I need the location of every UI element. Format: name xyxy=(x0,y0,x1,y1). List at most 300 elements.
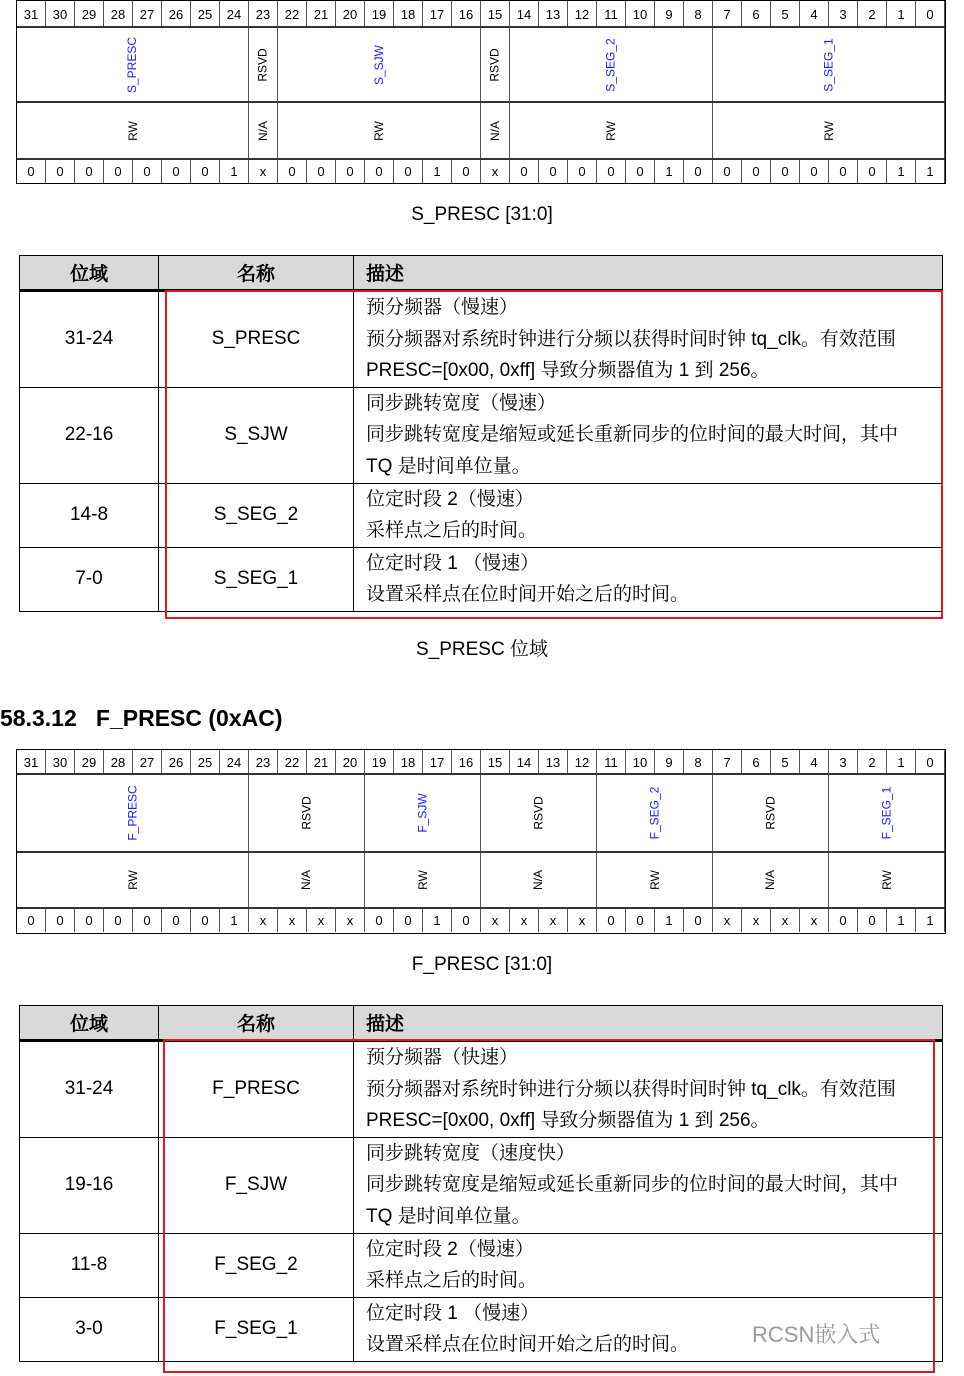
bits-cell: 7-0 xyxy=(20,547,159,611)
reset-value-text: 0 xyxy=(636,163,644,179)
reset-value xyxy=(220,908,249,932)
reset-value-text: 1 xyxy=(665,163,673,179)
section-title: 58.3.12 F_PRESC (0xAC) xyxy=(0,705,283,731)
desc-line: 同步跳转宽度（速度快） xyxy=(366,1142,576,1164)
bit-number: 9 xyxy=(655,1,684,27)
reset-value xyxy=(568,908,597,932)
bit-number: 29 xyxy=(75,1,104,27)
field-name xyxy=(17,774,249,852)
reset-value xyxy=(365,159,394,183)
table-header xyxy=(20,256,943,291)
highlight-box xyxy=(165,290,943,619)
desc-line: TQ 是时间单位量。 xyxy=(366,455,531,477)
reset-value xyxy=(655,159,684,183)
field-name xyxy=(597,774,713,852)
reset-value-text: 0 xyxy=(404,163,412,179)
reset-value xyxy=(249,908,278,932)
reset-value xyxy=(713,908,742,932)
reset-value xyxy=(916,159,945,183)
bit-number: 19 xyxy=(365,750,394,774)
reset-value xyxy=(684,159,713,183)
divider xyxy=(17,26,945,28)
field-name-text: S_SEG_2 xyxy=(604,37,618,92)
desc-line: 预分频器对系统时钟进行分频以获得时间时钟 tq_clk。有效范围 xyxy=(366,1078,896,1100)
bit-number: 31 xyxy=(17,750,46,774)
s-presc-register-diagram xyxy=(16,0,946,184)
reset-value xyxy=(46,159,75,183)
field-name xyxy=(249,27,278,102)
desc-line: PRESC=[0x00, 0xff] 导致分频器值为 1 到 256。 xyxy=(366,360,770,381)
bit-number: 24 xyxy=(220,1,249,27)
field-access-text: RW xyxy=(415,870,430,890)
reset-value-text: 0 xyxy=(172,163,180,179)
reset-value-text: 0 xyxy=(723,163,731,179)
divider xyxy=(17,851,945,853)
reset-value xyxy=(17,159,46,183)
bit-number: 24 xyxy=(220,750,249,774)
reset-value xyxy=(539,159,568,183)
name-cell: F_SJW xyxy=(159,1137,354,1233)
s-register-caption: S_PRESC [31:0] xyxy=(411,204,553,225)
desc-line: 采样点之后的时间。 xyxy=(366,520,538,541)
field-access-text: N/A xyxy=(255,120,270,141)
reset-value xyxy=(742,908,771,932)
reset-value xyxy=(568,159,597,183)
field-access xyxy=(17,102,249,159)
desc-line: 预分频器（快速） xyxy=(366,1047,519,1068)
reset-value xyxy=(452,159,481,183)
reset-value-text: 0 xyxy=(520,163,528,179)
reset-value-text: 0 xyxy=(56,163,64,179)
reset-value-text: 0 xyxy=(346,163,354,179)
reset-value xyxy=(278,908,307,932)
bits-cell: 3-0 xyxy=(20,1297,159,1361)
reset-value xyxy=(365,908,394,932)
desc-line: PRESC=[0x00, 0xff] 导致分频器值为 1 到 256。 xyxy=(366,1110,770,1131)
field-access xyxy=(249,852,365,908)
reset-value-text: 0 xyxy=(375,163,383,179)
header-bits: 位域 xyxy=(20,1006,159,1041)
bit-number: 8 xyxy=(684,750,713,774)
bit-number: 25 xyxy=(191,1,220,27)
field-name-text: RSVD xyxy=(763,796,778,830)
reset-value-text: 0 xyxy=(172,912,180,928)
reset-value-text: 0 xyxy=(114,912,122,928)
name-cell: F_SEG_1 xyxy=(159,1297,354,1361)
bit-number: 22 xyxy=(278,1,307,27)
field-access xyxy=(17,852,249,908)
name-cell: S_SEG_2 xyxy=(159,483,354,547)
header-desc: 描述 xyxy=(354,1006,943,1041)
reset-value xyxy=(133,159,162,183)
bit-number: 0 xyxy=(916,750,945,774)
field-name xyxy=(365,774,481,852)
reset-value xyxy=(104,908,133,932)
desc-line: 采样点之后的时间。 xyxy=(366,1270,538,1291)
field-access xyxy=(365,852,481,908)
field-access xyxy=(713,852,829,908)
desc-line: 同步跳转宽度（慢速） xyxy=(366,392,557,414)
desc-line: 设置采样点在位时间开始之后的时间。 xyxy=(366,1334,690,1355)
bit-number: 4 xyxy=(800,1,829,27)
reset-value xyxy=(133,908,162,932)
desc-line: 同步跳转宽度是缩短或延长重新同步的位时间的最大时间，其中 xyxy=(366,1174,899,1195)
bit-number: 6 xyxy=(742,1,771,27)
bit-number: 3 xyxy=(829,1,858,27)
reset-value xyxy=(800,908,829,932)
reset-value-text: 1 xyxy=(433,163,441,179)
bit-number: 16 xyxy=(452,1,481,27)
reset-value-text: x xyxy=(346,912,354,928)
reset-value xyxy=(858,159,887,183)
header-bits: 位域 xyxy=(20,256,159,291)
bit-number: 5 xyxy=(771,1,800,27)
name-cell: S_SEG_1 xyxy=(159,547,354,611)
bit-number: 21 xyxy=(307,750,336,774)
reset-value-text: 0 xyxy=(462,912,470,928)
reset-value xyxy=(626,159,655,183)
reset-value xyxy=(626,908,655,932)
field-access-text: RW xyxy=(647,870,662,890)
reset-value-text: 1 xyxy=(665,912,673,928)
bit-number: 18 xyxy=(394,1,423,27)
bit-number: 14 xyxy=(510,750,539,774)
reset-value-text: 0 xyxy=(288,163,296,179)
reset-value xyxy=(481,159,510,183)
reset-value-text: 0 xyxy=(607,912,615,928)
bit-number: 12 xyxy=(568,750,597,774)
reset-value xyxy=(423,908,452,932)
reset-value xyxy=(887,908,916,932)
bits-cell: 31-24 xyxy=(20,1041,159,1138)
bit-number: 20 xyxy=(336,1,365,27)
reset-value-text: 0 xyxy=(85,912,93,928)
reset-value-text: 0 xyxy=(201,163,209,179)
reset-value xyxy=(220,159,249,183)
reset-value-text: 0 xyxy=(27,912,35,928)
reset-value-text: 0 xyxy=(694,912,702,928)
f-presc-register-diagram xyxy=(16,749,946,934)
bit-number: 2 xyxy=(858,750,887,774)
reset-value-text: 1 xyxy=(230,163,238,179)
bit-number: 30 xyxy=(46,1,75,27)
reset-value-text: x xyxy=(723,912,731,928)
desc-line: 位定时段 1 （慢速） xyxy=(366,1302,540,1324)
watermark: RCSN嵌入式 xyxy=(752,1322,881,1347)
reset-value xyxy=(75,908,104,932)
header-name: 名称 xyxy=(159,256,354,291)
desc-line: 位定时段 2（慢速） xyxy=(366,488,534,510)
bit-number: 25 xyxy=(191,750,220,774)
reset-value xyxy=(829,908,858,932)
reset-value-text: x xyxy=(317,912,325,928)
bit-number: 28 xyxy=(104,750,133,774)
field-name xyxy=(249,774,365,852)
reset-value-text: 1 xyxy=(230,912,238,928)
reset-value-text: 0 xyxy=(143,912,151,928)
reset-value xyxy=(713,159,742,183)
bit-number: 18 xyxy=(394,750,423,774)
reset-value xyxy=(597,908,626,932)
field-name xyxy=(278,27,481,102)
reset-value xyxy=(307,159,336,183)
field-access xyxy=(510,102,713,159)
reset-value-text: x xyxy=(520,912,528,928)
bits-cell: 14-8 xyxy=(20,483,159,547)
header-desc: 描述 xyxy=(354,256,943,291)
reset-value-text: 0 xyxy=(607,163,615,179)
field-name-text: RSVD xyxy=(488,47,502,82)
reset-value-text: x xyxy=(810,912,818,928)
field-access-text: RW xyxy=(125,120,140,141)
bit-number: 27 xyxy=(133,750,162,774)
field-access-text: N/A xyxy=(487,120,502,141)
bit-number: 19 xyxy=(365,1,394,27)
bit-number: 21 xyxy=(307,1,336,27)
reset-value xyxy=(336,159,365,183)
bit-number: 0 xyxy=(916,1,945,27)
reset-value xyxy=(452,908,481,932)
reset-value xyxy=(742,159,771,183)
field-name-text: RSVD xyxy=(256,47,270,82)
bit-number: 13 xyxy=(539,1,568,27)
bits-cell: 22-16 xyxy=(20,387,159,483)
bit-number: 13 xyxy=(539,750,568,774)
bits-cell: 11-8 xyxy=(20,1233,159,1297)
field-name xyxy=(17,27,249,102)
bit-number: 3 xyxy=(829,750,858,774)
desc-line: 预分频器对系统时钟进行分频以获得时间时钟 tq_clk。有效范围 xyxy=(366,328,896,350)
reset-value-text: x xyxy=(259,163,267,179)
divider xyxy=(17,158,945,160)
bit-number: 15 xyxy=(481,750,510,774)
reset-value xyxy=(162,908,191,932)
bit-number: 29 xyxy=(75,750,104,774)
reset-value xyxy=(771,908,800,932)
field-name-text: F_SJW xyxy=(415,793,430,833)
bit-number: 11 xyxy=(597,750,626,774)
reset-value xyxy=(191,159,220,183)
desc-line: TQ 是时间单位量。 xyxy=(366,1205,531,1227)
bit-number: 26 xyxy=(162,1,191,27)
field-name-text: S_SEG_1 xyxy=(821,37,836,92)
bit-number: 11 xyxy=(597,1,626,27)
field-name-text: RSVD xyxy=(531,796,546,830)
bit-number: 7 xyxy=(713,750,742,774)
reset-value-text: 0 xyxy=(839,912,847,928)
reset-value xyxy=(162,159,191,183)
reset-value-text: 1 xyxy=(926,163,934,179)
bit-number: 10 xyxy=(626,750,655,774)
reset-value xyxy=(829,159,858,183)
table-header xyxy=(20,1006,943,1041)
reset-value-text: 1 xyxy=(433,912,441,928)
field-access xyxy=(481,102,510,159)
reset-value xyxy=(336,908,365,932)
reset-value-text: 0 xyxy=(810,163,818,179)
desc-line: 同步跳转宽度是缩短或延长重新同步的位时间的最大时间，其中 xyxy=(366,424,899,445)
reset-value xyxy=(17,908,46,932)
field-access-text: RW xyxy=(372,120,386,141)
reset-value-text: 0 xyxy=(549,163,557,179)
field-name-text: S_SJW xyxy=(371,44,386,85)
reset-value-text: 0 xyxy=(114,163,122,179)
bit-number: 17 xyxy=(423,750,452,774)
field-name-text: S_PRESC xyxy=(125,36,140,93)
reset-value xyxy=(539,908,568,932)
reset-value-text: 0 xyxy=(752,163,760,179)
field-access-text: RW xyxy=(821,120,836,141)
reset-value-text: x xyxy=(288,912,296,928)
field-name-text: F_SEG_2 xyxy=(647,786,662,840)
field-name-text: F_PRESC xyxy=(125,785,140,841)
field-name xyxy=(481,27,510,102)
bit-number: 23 xyxy=(249,750,278,774)
bit-number: 27 xyxy=(133,1,162,27)
s-table-caption: S_PRESC 位域 xyxy=(416,639,548,660)
reset-value xyxy=(278,159,307,183)
field-access-text: N/A xyxy=(763,869,778,891)
reset-value xyxy=(858,908,887,932)
reset-value xyxy=(800,159,829,183)
field-access xyxy=(713,102,945,159)
reset-value xyxy=(481,908,510,932)
field-name-text: F_SEG_1 xyxy=(879,786,894,840)
reset-value xyxy=(597,159,626,183)
divider xyxy=(17,907,945,909)
reset-value xyxy=(684,908,713,932)
bit-number: 2 xyxy=(858,1,887,27)
name-cell: F_PRESC xyxy=(159,1041,354,1138)
reset-value xyxy=(75,159,104,183)
reset-value-text: 1 xyxy=(897,912,905,928)
field-name xyxy=(481,774,597,852)
field-access xyxy=(278,102,481,159)
field-access xyxy=(249,102,278,159)
reset-value xyxy=(307,908,336,932)
name-cell: F_SEG_2 xyxy=(159,1233,354,1297)
bits-cell: 31-24 xyxy=(20,291,159,388)
divider xyxy=(17,773,945,775)
bit-number: 16 xyxy=(452,750,481,774)
field-access xyxy=(829,852,945,908)
divider xyxy=(17,101,945,103)
reset-value-text: 0 xyxy=(85,163,93,179)
reset-value xyxy=(423,159,452,183)
field-name xyxy=(713,774,829,852)
bit-number: 4 xyxy=(800,750,829,774)
reset-value-text: x xyxy=(491,912,499,928)
field-access-text: RW xyxy=(604,120,618,141)
bit-number: 23 xyxy=(249,1,278,27)
reset-value-text: 0 xyxy=(56,912,64,928)
desc-line: 设置采样点在位时间开始之后的时间。 xyxy=(366,584,690,605)
field-access xyxy=(481,852,597,908)
reset-value-text: 0 xyxy=(317,163,325,179)
bit-number: 5 xyxy=(771,750,800,774)
reset-value-text: 0 xyxy=(868,912,876,928)
bit-number: 26 xyxy=(162,750,191,774)
bit-number: 28 xyxy=(104,1,133,27)
reset-value xyxy=(510,159,539,183)
bit-number: 7 xyxy=(713,1,742,27)
bit-number: 20 xyxy=(336,750,365,774)
name-cell: S_PRESC xyxy=(159,291,354,388)
reset-value xyxy=(394,159,423,183)
desc-line: 预分频器（慢速） xyxy=(366,297,519,318)
reset-value-text: 0 xyxy=(375,912,383,928)
reset-value xyxy=(510,908,539,932)
reset-value-text: 1 xyxy=(926,912,934,928)
reset-value-text: 0 xyxy=(27,163,35,179)
field-access-text: N/A xyxy=(299,869,314,891)
field-name-text: RSVD xyxy=(299,796,314,830)
bit-number: 9 xyxy=(655,750,684,774)
bit-number: 10 xyxy=(626,1,655,27)
reset-value-text: 0 xyxy=(868,163,876,179)
reset-value-text: 0 xyxy=(839,163,847,179)
reset-value-text: x xyxy=(491,163,499,179)
field-name xyxy=(510,27,713,102)
reset-value-text: 0 xyxy=(781,163,789,179)
field-name xyxy=(829,774,945,852)
header-name: 名称 xyxy=(159,1006,354,1041)
reset-value xyxy=(104,159,133,183)
reset-value xyxy=(916,908,945,932)
field-access-text: RW xyxy=(879,870,894,890)
field-access xyxy=(597,852,713,908)
bit-number: 1 xyxy=(887,1,916,27)
bit-number: 22 xyxy=(278,750,307,774)
desc-line: 位定时段 1 （慢速） xyxy=(366,552,540,574)
field-access-text: N/A xyxy=(531,869,546,891)
reset-value-text: 0 xyxy=(201,912,209,928)
f-register-caption: F_PRESC [31:0] xyxy=(411,954,553,975)
reset-value xyxy=(394,908,423,932)
bit-number: 14 xyxy=(510,1,539,27)
reset-value-text: 0 xyxy=(404,912,412,928)
reset-value xyxy=(191,908,220,932)
reset-value xyxy=(771,159,800,183)
bit-number: 15 xyxy=(481,1,510,27)
reset-value-text: 0 xyxy=(636,912,644,928)
reset-value-text: 0 xyxy=(578,163,586,179)
bit-number: 8 xyxy=(684,1,713,27)
reset-value-text: x xyxy=(578,912,586,928)
reset-value xyxy=(887,159,916,183)
bit-number: 17 xyxy=(423,1,452,27)
bit-number: 31 xyxy=(17,1,46,27)
bit-number: 30 xyxy=(46,750,75,774)
reset-value-text: 1 xyxy=(897,163,905,179)
reset-value-text: 0 xyxy=(143,163,151,179)
field-name xyxy=(713,27,945,102)
reset-value-text: 0 xyxy=(462,163,470,179)
bits-cell: 19-16 xyxy=(20,1137,159,1233)
bit-number: 6 xyxy=(742,750,771,774)
reset-value-text: x xyxy=(259,912,267,928)
reset-value-text: x xyxy=(752,912,760,928)
bit-number: 1 xyxy=(887,750,916,774)
reset-value-text: x xyxy=(781,912,789,928)
reset-value xyxy=(655,908,684,932)
reset-value-text: x xyxy=(549,912,557,928)
reset-value-text: 0 xyxy=(694,163,702,179)
desc-line: 位定时段 2（慢速） xyxy=(366,1238,534,1260)
field-access-text: RW xyxy=(125,870,140,890)
name-cell: S_SJW xyxy=(159,387,354,483)
reset-value xyxy=(46,908,75,932)
